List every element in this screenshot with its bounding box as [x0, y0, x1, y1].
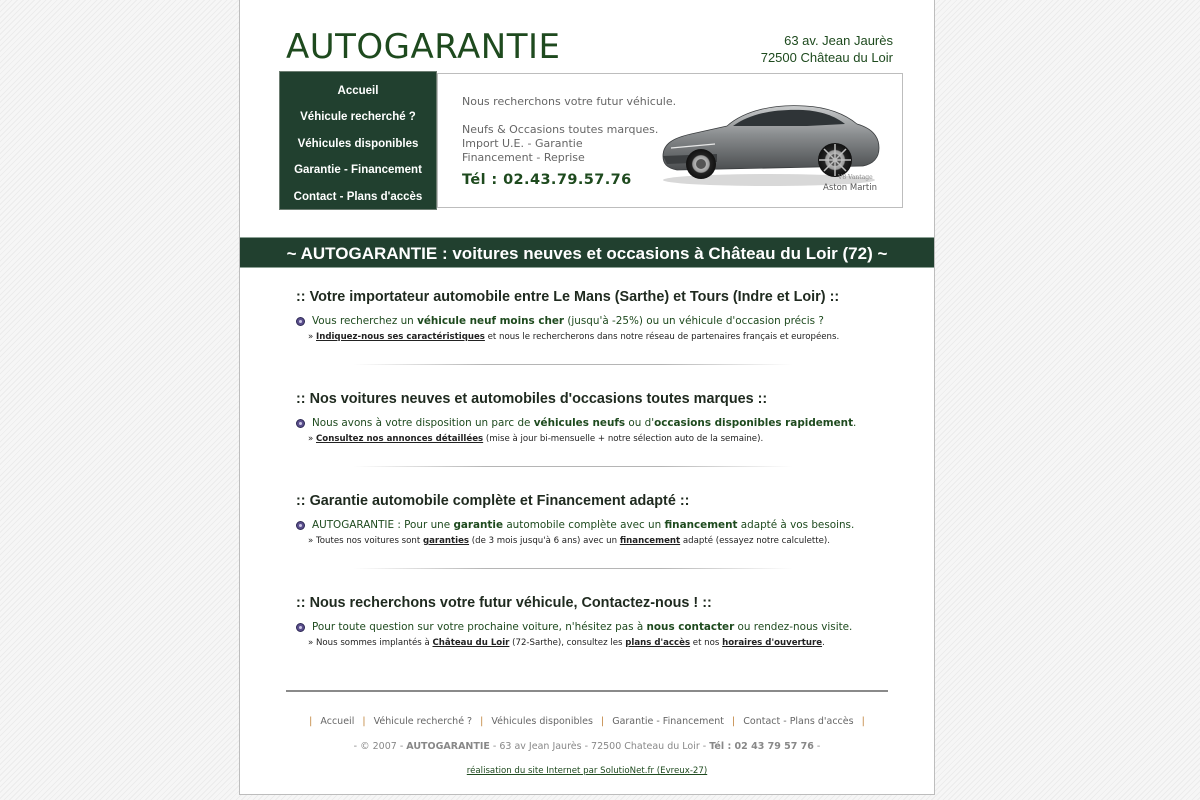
address-city: 72500 Château du Loir [760, 50, 893, 65]
menu-item-accueil[interactable]: Accueil [337, 85, 379, 97]
footer-link-accueil[interactable]: Accueil [320, 716, 355, 727]
copyright: - © 2007 - AUTOGARANTIE - 63 av Jean Jaurès - 72500 Chateau du Loir - Tél : 02 43 79 57 76 - [353, 741, 821, 752]
address-street: 63 av. Jean Jaurès [784, 33, 893, 48]
footer-link-vehicule-recherche[interactable]: Véhicule recherché ? [373, 716, 473, 727]
menu-item-vehicules-disponibles[interactable]: Véhicules disponibles [297, 137, 419, 150]
credit-line [240, 766, 934, 776]
banner-line: Import U.E. - Garantie [462, 137, 583, 150]
bullet-icon [296, 317, 305, 326]
link-horaires-ouverture[interactable]: horaires d'ouverture [722, 638, 823, 648]
banner-line: Financement - Reprise [462, 151, 585, 164]
section-heading: :: Nos voitures neuves et automobiles d'occasions toutes marques :: [296, 391, 768, 407]
car-make-label: Aston Martin [823, 183, 877, 193]
link-garanties[interactable]: garanties [422, 536, 470, 546]
footer-separator: | [732, 716, 736, 727]
link-plans-acces[interactable]: plans d'accès [625, 638, 691, 648]
section-divider [353, 364, 793, 365]
banner-services [462, 123, 658, 165]
menu-item-garantie-financement[interactable]: Garantie - Financement [294, 164, 422, 177]
section-heading: :: Garantie automobile complète et Financement adapté :: [296, 493, 690, 509]
footer-separator: | [362, 716, 366, 727]
section-subtext: » Consultez nos annonces détaillées (mise à jour bi-mensuelle + notre sélection auto de la semaine). [308, 434, 764, 444]
section-importateur [296, 288, 896, 345]
section-text: Nous avons à votre disposition un parc de véhicules neufs ou d'occasions disponibles rapidement. [296, 415, 896, 431]
section-voitures [296, 390, 896, 447]
section-garantie [296, 492, 896, 549]
header-address [761, 32, 893, 66]
footer-separator: | [480, 716, 484, 727]
banner-phone: Tél : 02.43.79.57.76 [462, 172, 632, 188]
bullet-icon [296, 419, 305, 428]
section-heading: :: Votre importateur automobile entre Le Mans (Sarthe) et Tours (Indre et Loir) :: [296, 289, 840, 305]
section-text: Pour toute question sur votre prochaine voiture, n'hésitez pas à nous contacter ou rendez-nous visite. [296, 619, 896, 635]
section-subtext: » Indiquez-nous ses caractéristiques et nous le rechercherons dans notre réseau de partenaires français et européens. [308, 332, 840, 342]
section-subtext: » Toutes nos voitures sont garanties (de 3 mois jusqu'à 6 ans) avec un financement adapté (essayez notre calculette). [308, 536, 830, 546]
header-banner [437, 73, 903, 208]
page-container [239, 0, 935, 795]
car-model-label: V8 Vantage [838, 174, 873, 181]
footer-separator: | [309, 716, 313, 727]
section-heading: :: Nous recherchons votre futur véhicule, Contactez-nous ! :: [296, 595, 712, 611]
link-financement[interactable]: financement [619, 536, 681, 546]
footer-link-garantie-financement[interactable]: Garantie - Financement [612, 716, 724, 727]
section-text: Vous recherchez un véhicule neuf moins cher (jusqu'à -25%) ou un véhicule d'occasion précis ? [296, 313, 896, 329]
link-indiquez-caracteristiques[interactable]: Indiquez-nous ses caractéristiques [316, 332, 485, 342]
bullet-icon [296, 521, 305, 530]
credit-link[interactable]: réalisation du site Internet par SolutioNet.fr (Evreux-27) [466, 766, 708, 776]
banner-line: Neufs & Occasions toutes marques. [462, 123, 659, 136]
footer-link-vehicules-disponibles[interactable]: Véhicules disponibles [491, 716, 593, 727]
page-title: ~ AUTOGARANTIE : voitures neuves et occasions à Château du Loir (72) ~ [240, 237, 934, 268]
footer-separator: | [861, 716, 865, 727]
section-divider [353, 466, 793, 467]
site-logo[interactable]: AUTOGARANTIE [286, 27, 561, 67]
footer-nav [240, 716, 934, 727]
section-divider [353, 568, 793, 569]
menu-item-contact[interactable]: Contact - Plans d'accès [293, 190, 423, 203]
section-text: AUTOGARANTIE : Pour une garantie automobile complète avec un financement adapté à vos besoins. [296, 517, 896, 533]
section-contact [296, 594, 896, 651]
footer-separator: | [600, 716, 605, 727]
footer-divider [286, 690, 888, 692]
section-subtext: » Nous sommes implantés à Château du Loir (72-Sarthe), consultez les plans d'accès et nos horaires d'ouverture. [308, 638, 825, 648]
link-consultez-annonces[interactable]: Consultez nos annonces détaillées [316, 434, 484, 444]
link-chateau-du-loir[interactable]: Château du Loir [432, 638, 510, 648]
main-menu [279, 71, 437, 210]
bullet-icon [296, 623, 305, 632]
banner-tagline: Nous recherchons votre futur véhicule. [462, 95, 677, 108]
menu-item-vehicule-recherche[interactable]: Véhicule recherché ? [300, 111, 416, 124]
footer-link-contact[interactable]: Contact - Plans d'accès [743, 716, 854, 727]
